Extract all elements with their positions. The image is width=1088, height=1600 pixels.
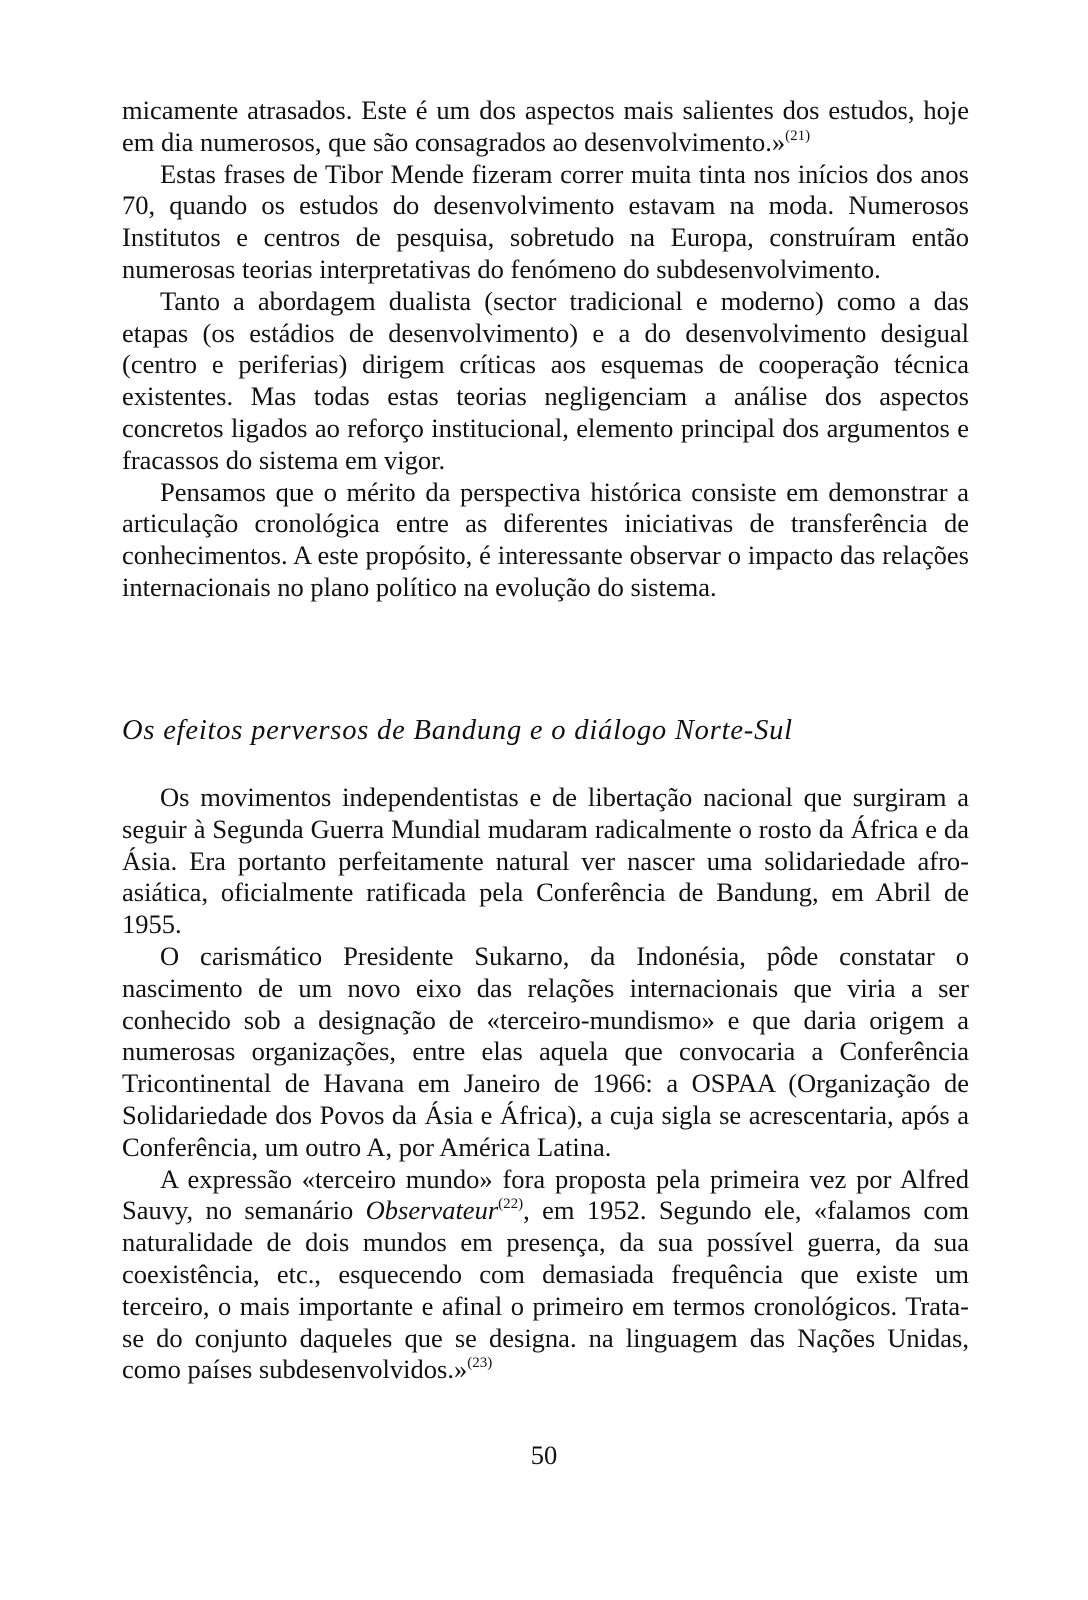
footnote-ref: (23): [467, 1355, 493, 1372]
paragraph: Os movimentos independentistas e de libertação nacional que surgiram a seguir à Segunda Guerra Mundial mudaram radicalmente o rosto da África e da Ásia. Era portanto perfeitamente natural ver nascer uma solidariedade afro-asiática, oficialmente ratificada pela Conferência de Bandung, em Abril de 1955.: [122, 782, 969, 940]
paragraph: O carismático Presidente Sukarno, da Indonésia, pôde constatar o nascimento de um novo eixo das relações internacionais que viria a ser conhecido sob a designação de «terceiro-mundismo» e que daria origem a numerosas organizações, entre elas aquela que convocaria a Conferência Tricontinental de Havana em Janeiro de 1966: a OSPAA (Organização de Solidariedade dos Povos da Ásia e África), a cuja sigla se acrescentaria, após a Conferência, um outro A, por América Latina.: [122, 940, 969, 1162]
section-heading: Os efeitos perversos de Bandung e o diálogo Norte-Sul: [122, 715, 793, 746]
body-text-section-1: [122, 95, 969, 604]
paragraph: Tanto a abordagem dualista (sector tradicional e moderno) como a das etapas (os estádios de desenvolvimento) e a do desenvolvimento desigual (centro e periferias) dirigem críticas aos esquemas de cooperação técnica existentes. Mas todas estas teorias negligenciam a análise dos aspectos concretos ligados ao reforço institucional, elemento principal dos argumentos e fracassos do sistema em vigor.: [122, 285, 969, 475]
footnote-ref: (22): [498, 1196, 524, 1213]
paragraph-text: micamente atrasados. Este é um dos aspectos mais salientes dos estudos, hoje em dia numerosos, que são consagrados ao desenvolvimento.»: [122, 95, 969, 157]
journal-title: Observateur: [365, 1195, 499, 1226]
paragraph: [122, 95, 969, 159]
paragraph: Estas frases de Tibor Mende fizeram correr muita tinta nos inícios dos anos 70, quando os estudos do desenvolvimento estavam na moda. Numerosos Institutos e centros de pesquisa, sobretudo na Europa, construíram então numerosas teorias interpretativas do fenómeno do subdesenvolvimento.: [122, 158, 969, 284]
paragraph: Pensamos que o mérito da perspectiva histórica consiste em demonstrar a articulação cronológica entre as diferentes iniciativas de transferência de conhecimentos. A este propósito, é interessante observar o impacto das relações internacionais no plano político na evolução do sistema.: [122, 476, 969, 602]
paragraph: [122, 1164, 969, 1387]
paragraph-text: A expressão «terceiro mundo» fora proposta pela primeira vez por Alfred Sauvy, no semanário: [122, 1163, 969, 1226]
page-number: 50: [530, 1440, 558, 1470]
body-text-section-2: [122, 782, 969, 1386]
paragraph-text: , em 1952. Segundo ele, «falamos com naturalidade de dois mundos em presença, da sua possível guerra, da sua coexistência, etc., esquecendo com demasiada frequência que existe um terceiro, o mais importante e afinal o primeiro em termos cronológicos. Trata-se do conjunto daqueles que se designa. na linguagem das Nações Unidas, como países subdesenvolvidos.»: [122, 1195, 969, 1385]
footnote-ref: (21): [785, 127, 811, 144]
